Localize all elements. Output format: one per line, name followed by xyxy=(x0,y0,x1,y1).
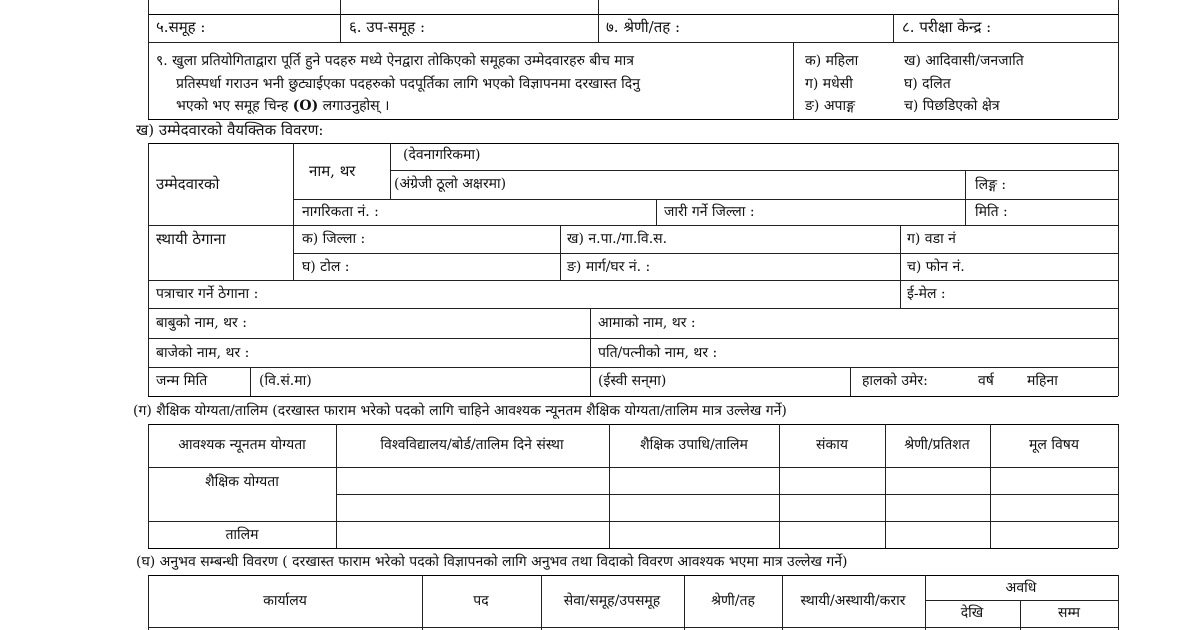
column-header-duration: अवधि xyxy=(1005,580,1037,596)
table-border xyxy=(336,494,1118,495)
table-border xyxy=(148,143,149,396)
section-b-heading: ख) उम्मेदवारको वैयक्तिक विवरण: xyxy=(136,121,324,139)
table-border xyxy=(1118,575,1119,630)
table-border xyxy=(148,396,1118,397)
column-header-degree: शैक्षिक उपाधि/तालिम xyxy=(640,437,748,453)
date-of-birth-label: जन्म मिति xyxy=(156,373,208,389)
father-name-field[interactable]: बाबुको नाम, थर : xyxy=(156,315,247,331)
table-border xyxy=(148,424,149,548)
mailing-address-field[interactable]: पत्राचार गर्ने ठेगाना : xyxy=(156,286,259,302)
street-house-field[interactable]: ङ) मार्ग/घर नं. : xyxy=(567,259,651,275)
citizenship-number-field[interactable]: नागरिकता नं. : xyxy=(302,204,379,220)
table-border xyxy=(148,0,149,119)
table-border xyxy=(148,367,1118,368)
table-border xyxy=(560,225,561,280)
table-border xyxy=(148,467,1118,468)
table-border xyxy=(422,575,423,630)
table-border xyxy=(293,143,294,280)
phone-field[interactable]: च) फोन नं. xyxy=(907,259,965,275)
column-header-from: देखि xyxy=(960,605,984,621)
table-border xyxy=(250,367,251,396)
table-border xyxy=(925,600,1118,601)
table-border xyxy=(965,170,966,225)
table-border xyxy=(590,308,591,396)
mother-name-field[interactable]: आमाको नाम, थर : xyxy=(598,315,696,331)
table-border xyxy=(293,199,1118,200)
section-c-heading: (ग) शैक्षिक योग्यता/तालिम (दरखास्त फाराम भरेको पदको लागि चाहिने आवश्यक न्यूनतम शैक्षिक योग्यता/तालिम मात्र उल्लेख गर्ने) xyxy=(133,403,787,419)
group-option-madhesi[interactable]: ग) मधेसी xyxy=(805,76,853,92)
table-border xyxy=(609,424,610,548)
group-field: ५.समूह : xyxy=(156,18,206,36)
dob-ad-field[interactable]: (ईस्वी सन्‌मा) xyxy=(598,373,667,389)
row-label-training: तालिम xyxy=(225,527,259,543)
table-border xyxy=(148,575,1118,576)
column-header-post: पद xyxy=(473,593,489,609)
issue-date-field[interactable]: मिति : xyxy=(975,204,1008,220)
table-border xyxy=(148,14,1118,15)
table-border xyxy=(148,627,1118,628)
table-border xyxy=(782,575,783,630)
column-header-min-qualification: आवश्यक न्यूनतम योग्यता xyxy=(178,437,306,453)
table-border xyxy=(850,367,851,396)
permanent-address-label: स्थायी ठेगाना xyxy=(156,230,226,248)
spouse-name-field[interactable]: पति/पत्नीको नाम, थर : xyxy=(598,345,718,361)
column-header-office: कार्यालय xyxy=(263,593,307,609)
ward-number-field[interactable]: ग) वडा नं xyxy=(907,231,956,247)
table-border xyxy=(390,170,1118,171)
issuing-district-field[interactable]: जारी गर्ने जिल्ला : xyxy=(664,204,755,220)
tole-field[interactable]: घ) टोल : xyxy=(302,259,350,275)
table-border xyxy=(336,424,337,548)
group-option-women[interactable]: क) महिला xyxy=(805,53,859,69)
municipality-field[interactable]: ख) न.पा./गा.वि.स. xyxy=(567,231,668,247)
table-border xyxy=(1020,600,1021,630)
table-border xyxy=(925,575,926,630)
column-header-institution: विश्वविद्यालय/बोर्ड/तालिम दिने संस्था xyxy=(380,437,564,453)
table-border xyxy=(148,119,1118,120)
dob-bs-field[interactable]: (वि.सं.मा) xyxy=(259,373,312,389)
table-border xyxy=(390,143,391,199)
candidate-label: उम्मेदवारको xyxy=(156,175,220,193)
table-border xyxy=(148,424,1118,425)
group-option-dalit[interactable]: घ) दलित xyxy=(904,76,951,92)
table-border xyxy=(656,199,657,225)
section-d-heading: (घ) अनुभव सम्बन्धी विवरण ( दरखास्त फाराम भरेको पदको विज्ञापनको लागि अनुभव तथा विदाको विवरण आवश्यक भएमा मात्र उल्लेख गर्ने) xyxy=(136,554,848,570)
name-english-field[interactable]: (अंग्रेजी ठूलो अक्षरमा) xyxy=(394,176,507,192)
table-border xyxy=(990,424,991,548)
inclusion-note-line2: प्रतिस्पर्धा गराउन भनी छुट्याईएका पदहरुको पदपूर्तिका लागि भएको विज्ञापनमा दरखास्त दिनु xyxy=(176,76,640,92)
group-option-backward-region[interactable]: च) पिछडिएको क्षेत्र xyxy=(904,98,1000,114)
table-border xyxy=(148,521,1118,522)
email-field[interactable]: ई-मेल : xyxy=(907,286,946,302)
table-border xyxy=(148,280,1118,281)
table-border xyxy=(598,0,599,42)
grandfather-name-field[interactable]: बाजेको नाम, थर : xyxy=(156,345,250,361)
column-header-faculty: संकाय xyxy=(816,437,848,453)
exam-center-field: ८. परीक्षा केन्द्र : xyxy=(902,18,992,36)
row-label-education: शैक्षिक योग्यता xyxy=(205,474,279,490)
current-age-label: हालको उमेर: xyxy=(862,373,928,389)
column-header-division-percent: श्रेणी/प्रतिशत xyxy=(904,437,970,453)
gender-field[interactable]: लिङ्ग : xyxy=(975,177,1007,193)
age-months-field[interactable]: महिना xyxy=(1027,373,1058,389)
column-header-service-group: सेवा/समूह/उपसमूह xyxy=(563,593,661,609)
table-border xyxy=(148,548,1118,549)
table-border xyxy=(293,253,1118,254)
table-border xyxy=(793,42,794,119)
table-border xyxy=(1118,424,1119,548)
table-border xyxy=(1118,0,1119,119)
column-header-level: श्रेणी/तह xyxy=(711,593,755,609)
table-border xyxy=(893,14,894,42)
level-field: ७. श्रेणी/तह : xyxy=(606,18,681,36)
column-header-major-subject: मूल विषय xyxy=(1029,437,1079,453)
table-border xyxy=(148,575,149,630)
table-border xyxy=(684,575,685,630)
table-border xyxy=(885,424,886,548)
table-border xyxy=(148,308,1118,309)
inclusion-note-line3: भएको भए समूह चिन्ह (O) लगाउनुहोस् । xyxy=(176,98,390,114)
table-border xyxy=(541,575,542,630)
table-border xyxy=(340,0,341,42)
name-devanagari-field[interactable]: (देवनागरिकमा) xyxy=(403,147,481,163)
table-border xyxy=(1118,143,1119,396)
district-field[interactable]: क) जिल्ला : xyxy=(302,231,366,247)
inclusion-note-line1: ९. खुला प्रतियोगिताद्वारा पूर्ति हुने पदहरु मध्ये ऐनद्वारा तोकिएको समूहका उम्मेदवारहरु बीच मात्र xyxy=(156,53,635,69)
age-years-field[interactable]: वर्ष xyxy=(978,373,994,389)
column-header-to: सम्म xyxy=(1057,605,1081,621)
group-option-disabled[interactable]: ङ) अपाङ्ग xyxy=(805,98,855,114)
column-header-employment-type: स्थायी/अस्थायी/करार xyxy=(800,593,906,609)
table-border xyxy=(900,225,901,308)
table-border xyxy=(148,42,1118,43)
subgroup-field: ६. उप-समूह : xyxy=(349,18,426,36)
table-border xyxy=(779,424,780,548)
circle-mark-symbol: (O) xyxy=(292,98,319,114)
name-surname-label: नाम, थर xyxy=(309,162,356,180)
table-border xyxy=(148,338,1118,339)
group-option-indigenous[interactable]: ख) आदिवासी/जनजाति xyxy=(904,53,1024,69)
